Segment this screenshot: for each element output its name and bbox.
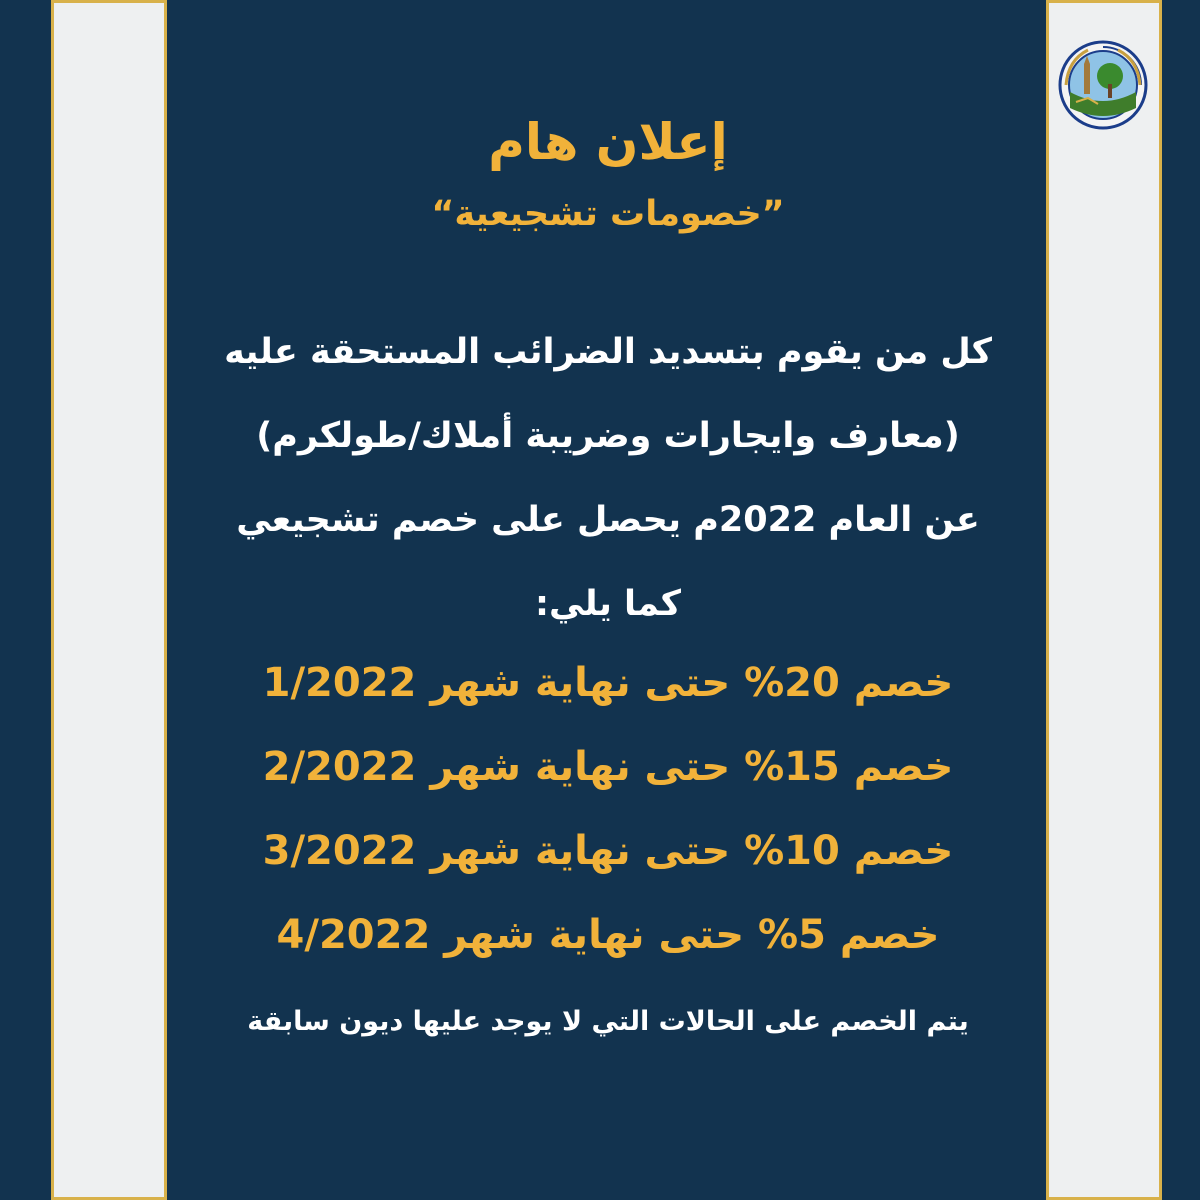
footer-note: يتم الخصم على الحالات التي لا يوجد عليها ديون سابقة <box>247 1006 969 1037</box>
page-title: إعلان هام <box>488 113 728 171</box>
right-decorative-panel <box>1046 0 1162 1200</box>
discount-line: خصم 10% حتى نهاية شهر 3/2022 <box>262 828 954 874</box>
body-line: كل من يقوم بتسديد الضرائب المستحقة عليه <box>224 332 992 372</box>
announcement-content <box>170 0 1046 1200</box>
left-decorative-panel <box>51 0 167 1200</box>
municipality-seal-icon <box>1058 40 1148 130</box>
body-line: عن العام 2022م يحصل على خصم تشجيعي <box>236 500 980 540</box>
page-subtitle: ”خصومات تشجيعية“ <box>431 194 785 234</box>
body-line: (معارف وايجارات وضريبة أملاك/طولكرم) <box>256 416 960 456</box>
discount-line: خصم 15% حتى نهاية شهر 2/2022 <box>262 744 954 790</box>
discount-line: خصم 20% حتى نهاية شهر 1/2022 <box>262 660 954 706</box>
body-line: كما يلي: <box>535 584 681 624</box>
discount-line: خصم 5% حتى نهاية شهر 4/2022 <box>276 912 940 958</box>
